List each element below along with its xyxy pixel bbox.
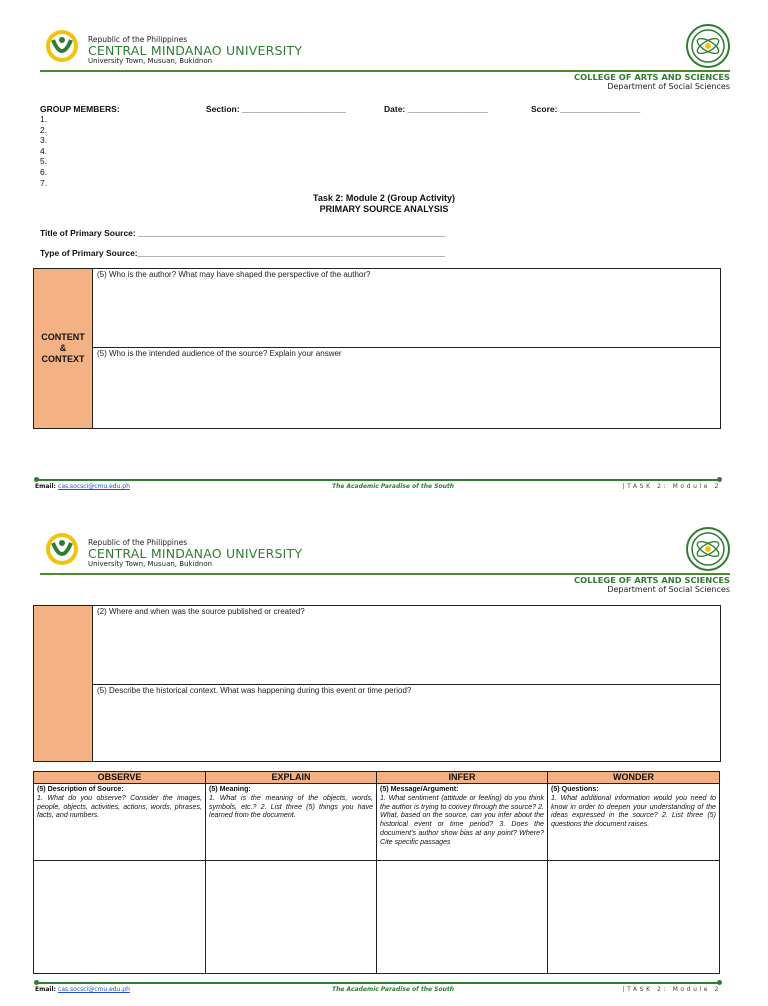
wonder-prompt <box>548 784 719 861</box>
task-subtitle: PRIMARY SOURCE ANALYSIS <box>319 204 449 214</box>
footer-dot <box>717 477 722 482</box>
observe-header: OBSERVE <box>34 772 205 784</box>
member-item[interactable]: 2. <box>40 124 48 135</box>
university-block <box>88 35 302 65</box>
explain-header: EXPLAIN <box>206 772 376 784</box>
email-label: Email: <box>35 483 56 490</box>
observe-column <box>34 772 206 973</box>
explain-column <box>206 772 377 973</box>
college-block <box>574 575 730 594</box>
audience-question: (5) Who is the intended audience of the source? Explain your answer <box>97 349 342 358</box>
member-item[interactable]: 4. <box>40 145 48 156</box>
observe-answer-cell[interactable] <box>34 861 205 972</box>
infer-text: 1. What sentiment (attitude or feeling) do you think the author is trying to convey through the source? 2. What, based on the source, can you infer about the historical event or time period? 3. Does the document's author show bias at any point? Where? Cite specific passages <box>380 793 544 846</box>
side-label-line: CONTENT <box>41 332 85 342</box>
members-list <box>40 114 47 188</box>
explain-prompt <box>206 784 376 861</box>
member-item[interactable]: 7. <box>40 177 48 188</box>
college-seal-icon <box>686 24 730 68</box>
explain-title: (5) Meaning: <box>209 785 251 793</box>
wonder-column <box>548 772 719 973</box>
footer-email <box>35 483 130 490</box>
university-logo-icon <box>44 531 80 567</box>
publication-question: (2) Where and when was the source published or created? <box>97 607 305 616</box>
content-context-table-continued <box>33 605 721 762</box>
email-label: Email: <box>35 986 56 993</box>
score-field[interactable]: Score: _________________ <box>531 104 641 114</box>
wonder-header: WONDER <box>548 772 719 784</box>
infer-header: INFER <box>377 772 547 784</box>
author-question: (5) Who is the author? What may have shaped the perspective of the author? <box>97 270 371 279</box>
email-link[interactable]: cas.socsci@cmu.edu.ph <box>58 483 130 490</box>
explain-answer-cell[interactable] <box>206 861 376 972</box>
observe-text: 1. What do you observe? Consider the images, people, objects, activities, actions, words, phrases, facts, and numbers. <box>37 793 202 820</box>
section-field[interactable]: Section: ______________________ <box>206 104 346 114</box>
type-of-source-field[interactable]: Type of Primary Source:_________________________________________________________________ <box>40 248 445 258</box>
member-item[interactable]: 6. <box>40 166 48 177</box>
university-logo-icon <box>44 28 80 64</box>
audience-answer-cell[interactable] <box>93 348 720 428</box>
author-answer-cell[interactable] <box>93 269 720 347</box>
wonder-text: 1. What additional information would you need to know in order to deepen your understanding of the ideas expressed in the source? 2. List three (5) questions the document raises. <box>551 793 716 829</box>
content-context-label <box>34 606 93 761</box>
footer-dot <box>717 980 722 985</box>
footer-rule <box>35 479 721 481</box>
letterhead <box>40 24 730 91</box>
wonder-answer-cell[interactable] <box>548 861 719 972</box>
footer-motto: The Academic Paradise of the South <box>332 483 455 490</box>
department-name: Department of Social Sciences <box>607 585 730 594</box>
page-1 <box>0 0 768 500</box>
footer-rule <box>35 982 721 984</box>
republic-text: Republic of the Philippines <box>88 35 188 44</box>
republic-text: Republic of the Philippines <box>88 538 188 547</box>
task-title: Task 2: Module 2 (Group Activity) <box>312 193 456 203</box>
content-context-table <box>33 268 721 429</box>
college-name: COLLEGE OF ARTS AND SCIENCES <box>574 575 730 585</box>
infer-column <box>377 772 548 973</box>
letterhead <box>40 527 730 594</box>
footer-dot <box>34 980 39 985</box>
wonder-title: (5) Questions: <box>551 785 599 793</box>
group-members-label: GROUP MEMBERS: <box>40 104 120 114</box>
observe-prompt <box>34 784 205 861</box>
university-location: University Town, Musuan, Bukidnon <box>88 560 213 568</box>
side-label-line: & <box>59 343 67 353</box>
department-name: Department of Social Sciences <box>607 82 730 91</box>
footer-page-label: |TASK 2: Module 2 <box>622 986 721 993</box>
member-item[interactable]: 3. <box>40 135 48 146</box>
footer-dot <box>34 477 39 482</box>
university-name: CENTRAL MINDANAO UNIVERSITY <box>88 546 303 561</box>
university-location: University Town, Musuan, Bukidnon <box>88 57 213 65</box>
side-label-line: CONTEXT <box>41 354 85 364</box>
footer-page-label: |TASK 2: Module 2 <box>622 483 721 490</box>
infer-prompt <box>377 784 547 861</box>
task-heading <box>0 193 768 215</box>
infer-title: (5) Message/Argument: <box>380 785 459 793</box>
observe-explain-infer-wonder-table <box>33 771 720 974</box>
footer-motto: The Academic Paradise of the South <box>332 986 455 993</box>
email-link[interactable]: cas.socsci@cmu.edu.ph <box>58 986 130 993</box>
university-name: CENTRAL MINDANAO UNIVERSITY <box>88 43 303 58</box>
footer-email <box>35 986 130 993</box>
college-name: COLLEGE OF ARTS AND SCIENCES <box>574 72 730 82</box>
infer-answer-cell[interactable] <box>377 861 547 972</box>
historical-context-answer-cell[interactable] <box>93 685 720 761</box>
content-context-label <box>34 269 93 428</box>
historical-context-question: (5) Describe the historical context. What was happening during this event or time period? <box>97 686 412 695</box>
observe-title: (5) Description of Source: <box>37 785 124 793</box>
university-block <box>88 538 302 568</box>
title-of-source-field[interactable]: Title of Primary Source: _________________________________________________________________ <box>40 228 446 238</box>
date-field[interactable]: Date: _________________ <box>384 104 488 114</box>
member-item[interactable]: 1. <box>40 114 48 124</box>
college-block <box>574 72 730 91</box>
member-item[interactable]: 5. <box>40 156 48 167</box>
explain-text: 1. What is the meaning of the objects, words, symbols, etc.? 2. List three (5) things you have learned from the document. <box>209 793 373 820</box>
publication-answer-cell[interactable] <box>93 606 720 684</box>
college-seal-icon <box>686 527 730 571</box>
